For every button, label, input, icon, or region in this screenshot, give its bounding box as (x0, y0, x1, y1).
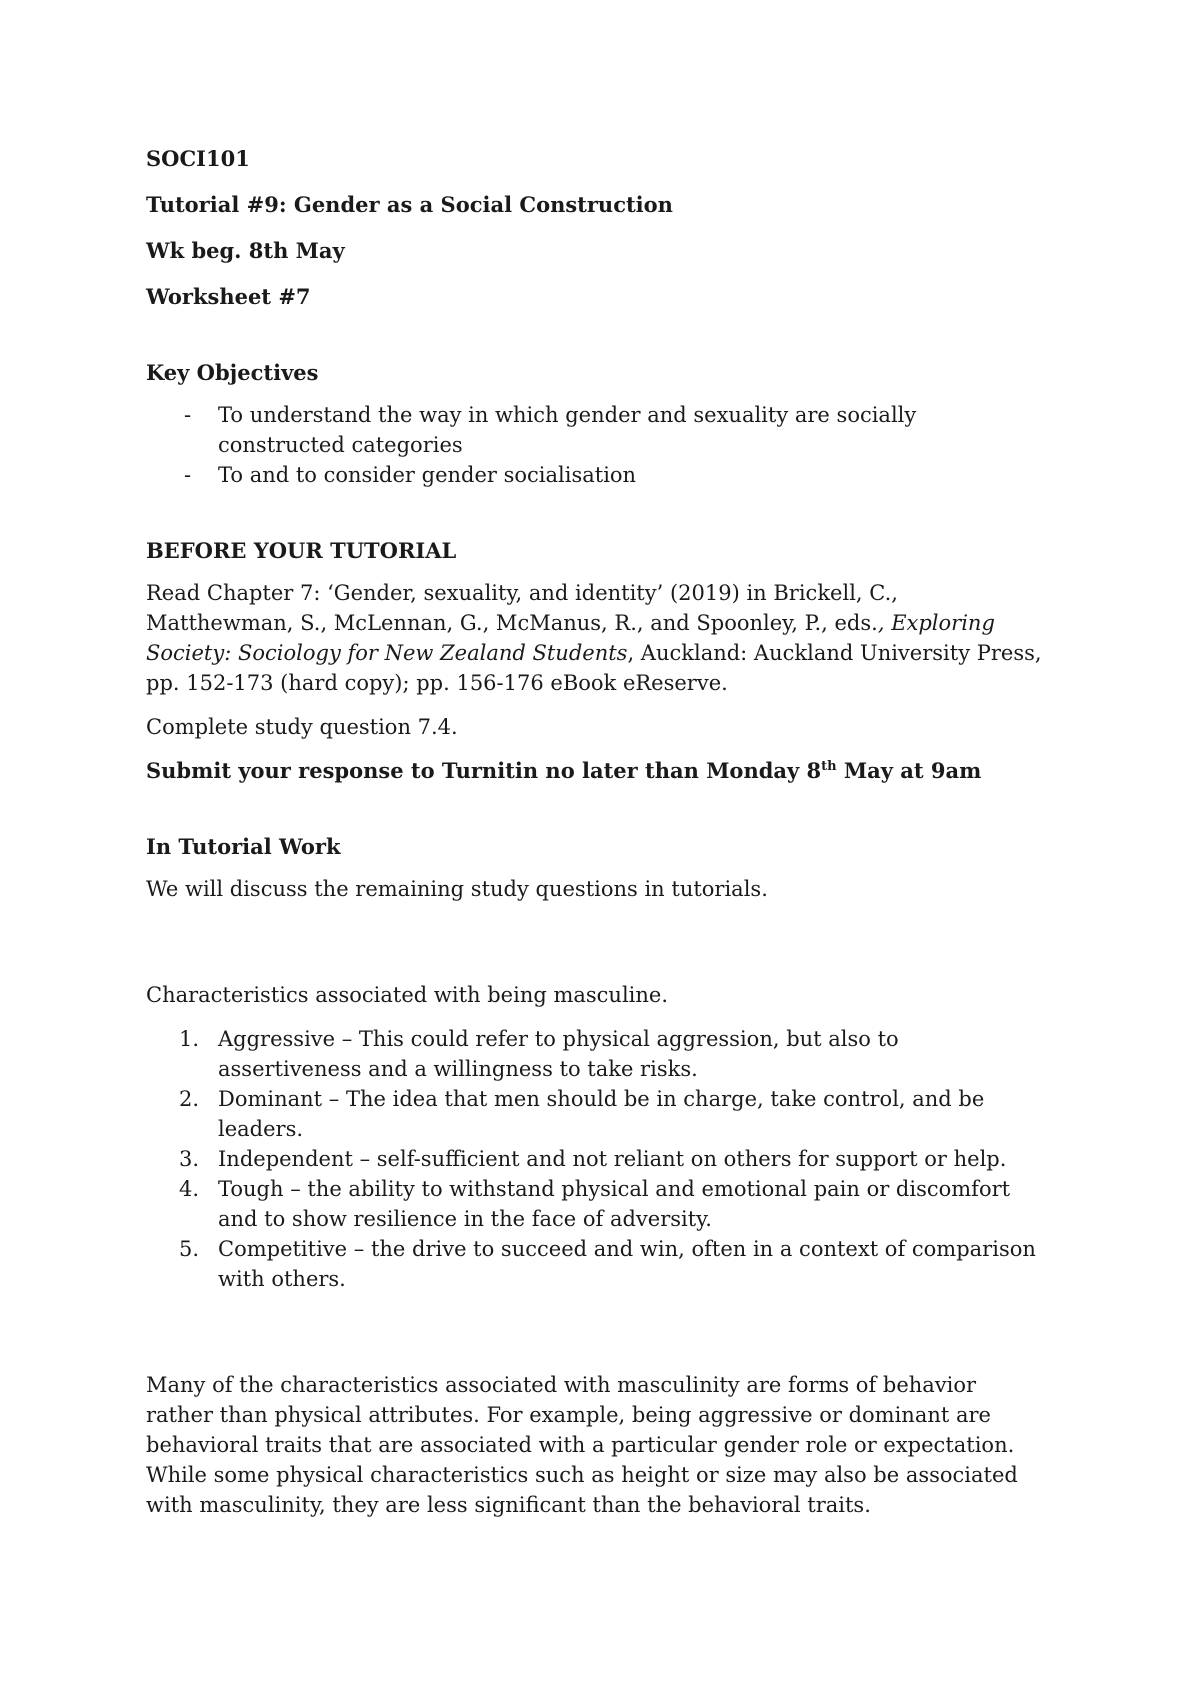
item-number: 2. (179, 1087, 200, 1111)
masculine-traits-list (146, 1024, 1046, 1294)
study-question: Complete study question 7.4. (146, 715, 458, 739)
worksheet-line: Worksheet #7 (146, 284, 311, 309)
objectives-heading: Key Objectives (146, 360, 319, 385)
book-title: , Exploring Society: Sociology for New Zealand Students (146, 611, 995, 665)
list-item (146, 1084, 1046, 1144)
tutorial-work-heading: In Tutorial Work (146, 834, 341, 859)
submission-deadline (146, 756, 1046, 786)
list-item (146, 1234, 1046, 1294)
before-tutorial-heading: BEFORE YOUR TUTORIAL (146, 538, 457, 563)
week-line: Wk beg. 8th May (146, 238, 345, 263)
list-item (146, 400, 1046, 460)
list-item (146, 1174, 1046, 1234)
trait-text: Competitive – the drive to succeed and win, often in a context of comparison with others. (218, 1237, 1036, 1291)
tutorial-title: Tutorial #9: Gender as a Social Construction (146, 192, 673, 217)
reading-assignment (146, 578, 1046, 698)
reading-publisher: , Auckland: Auckland University Press, pp. 152-173 (hard copy); pp. 156-176 eBook eReserve. (146, 641, 1042, 695)
trait-text: Aggressive – This could refer to physical aggression, but also to assertiveness and a willingness to take risks. (218, 1027, 899, 1081)
list-item (146, 1144, 1046, 1174)
tutorial-work-text: We will discuss the remaining study questions in tutorials. (146, 877, 768, 901)
trait-text: Independent – self-sufficient and not reliant on others for support or help. (218, 1147, 1007, 1171)
trait-text: Tough – the ability to withstand physical and emotional pain or discomfort and to show resilience in the face of adversity. (218, 1177, 1011, 1231)
dash-marker: - (184, 463, 192, 487)
list-item (146, 460, 1046, 490)
deadline-time: May at 9am (836, 758, 982, 783)
document-page (146, 144, 1046, 1520)
masculinity-conclusion: Many of the characteristics associated with masculinity are forms of behavior rather than physical attributes. For example, being aggressive or dominant are behavioral traits that are associated with a particular gender role or expectation. While some physical characteristics such as height or size may also be associated with masculinity, they are less significant than the behavioral traits. (146, 1373, 1018, 1517)
reading-text: Read Chapter 7: ‘Gender, sexuality, and identity’ (2019) in Brickell, C., Matthewman, S., McLennan, G., McManus, R., and Spoonley, P., eds. (146, 581, 898, 635)
deadline-text: Submit your response to Turnitin no later than Monday 8 (146, 758, 822, 783)
item-number: 1. (179, 1027, 200, 1051)
objective-text: To and to consider gender socialisation (218, 463, 637, 487)
objective-text: To understand the way in which gender and sexuality are socially constructed categories (218, 403, 917, 457)
masculine-intro: Characteristics associated with being masculine. (146, 983, 669, 1007)
item-number: 4. (179, 1177, 200, 1201)
course-code: SOCI101 (146, 146, 250, 171)
ordinal-suffix: th (821, 759, 837, 774)
dash-marker: - (184, 403, 192, 427)
item-number: 3. (179, 1147, 200, 1171)
item-number: 5. (179, 1237, 200, 1261)
trait-text: Dominant – The idea that men should be in charge, take control, and be leaders. (218, 1087, 985, 1141)
objectives-list (146, 400, 1046, 490)
list-item (146, 1024, 1046, 1084)
